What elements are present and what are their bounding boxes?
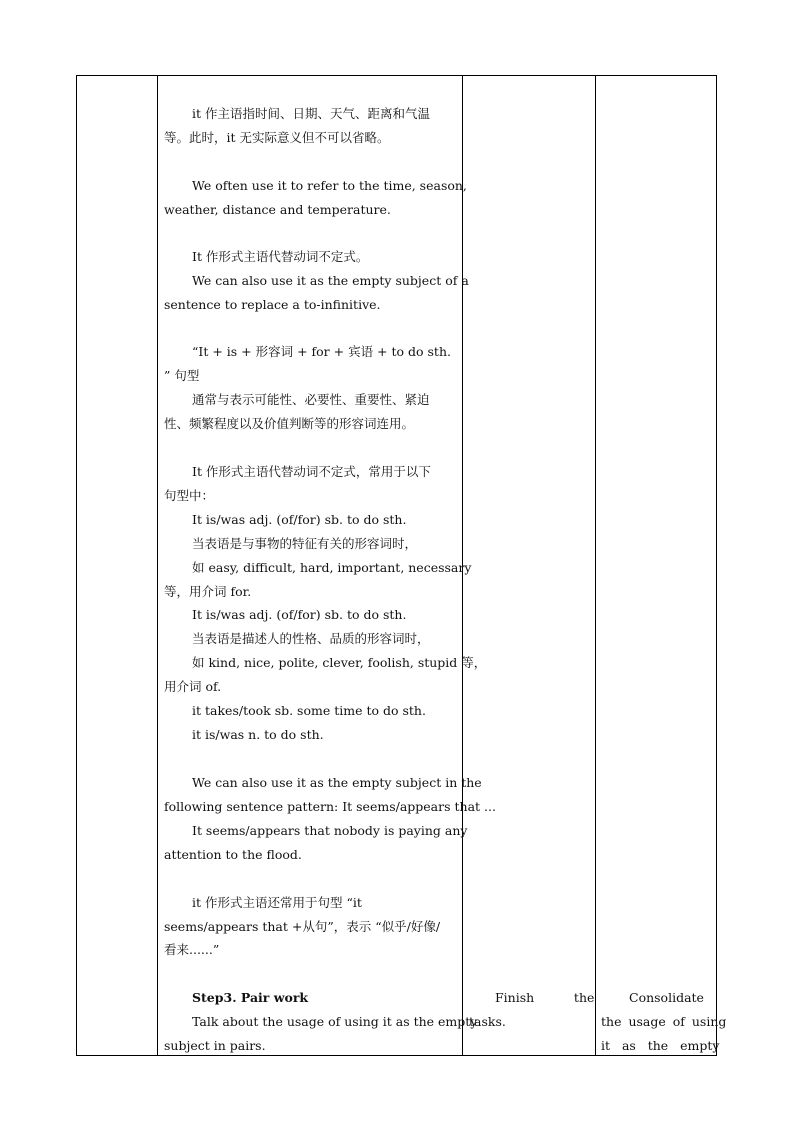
text-line: 性、频繁程度以及价值判断等的形容词连用。 xyxy=(164,416,415,431)
text-line: It is/was adj. (of/for) sb. to do sth. xyxy=(192,607,407,622)
text-line: the usage of using xyxy=(601,1014,727,1029)
text-line: It 作形式主语代替动词不定式，常用于以下 xyxy=(192,464,431,479)
text-line: it as the empty xyxy=(601,1038,720,1053)
text-line: weather, distance and temperature. xyxy=(164,202,391,217)
text-line: 句型中： xyxy=(164,488,215,503)
text-line: 等，用介词 for. xyxy=(164,584,252,599)
text-line: We can also use it as the empty subject in the xyxy=(192,775,482,790)
lesson-plan-table xyxy=(76,75,727,1056)
text-line: 当表语是描述人的性格、品质的形容词时， xyxy=(192,631,430,646)
text-line: Finish the xyxy=(495,990,595,1005)
text-line: 如 easy, difficult, hard, important, necessary xyxy=(192,560,472,575)
text-line: 当表语是与事物的特征有关的形容词时， xyxy=(192,536,418,551)
text-line: It is/was adj. (of/for) sb. to do sth. xyxy=(192,512,407,527)
column-1 xyxy=(77,76,158,1055)
text-line: subject in pairs. xyxy=(164,1038,266,1053)
text-line: ” 句型 xyxy=(164,368,200,383)
column-4-purpose xyxy=(595,76,727,1055)
text-line: sentence to replace a to-infinitive. xyxy=(164,297,381,312)
text-line: 如 kind, nice, polite, clever, foolish, stupid 等， xyxy=(192,655,487,670)
text-line: Talk about the usage of using it as the empty xyxy=(192,1014,478,1029)
text-line: 通常与表示可能性、必要性、重要性、紧迫 xyxy=(192,392,430,407)
text-line: 用介词 of. xyxy=(164,679,222,694)
text-line: It 作形式主语代替动词不定式。 xyxy=(192,249,369,264)
text-line: Consolidate xyxy=(629,990,704,1005)
text-line: We often use it to refer to the time, season, xyxy=(192,178,467,193)
text-line: following sentence pattern: It seems/appears that ... xyxy=(164,799,496,814)
text-line: “It + is + 形容词 + for + 宾语 + to do sth. xyxy=(192,344,451,359)
text-line: 看来......” xyxy=(164,942,220,957)
text-line: 等。此时，it 无实际意义但不可以省略。 xyxy=(164,130,390,145)
text-line: it 作形式主语还常用于句型 “it xyxy=(192,895,362,910)
text-line: We can also use it as the empty subject of a xyxy=(192,273,469,288)
text-line: it takes/took sb. some time to do sth. xyxy=(192,703,426,718)
text-line: it is/was n. to do sth. xyxy=(192,727,324,742)
text-line: attention to the flood. xyxy=(164,847,302,862)
text-line: it 作主语指时间、日期、天气、距离和气温 xyxy=(192,106,430,121)
column-3-student-activity xyxy=(462,76,596,1055)
step3-heading: Step3. Pair work xyxy=(192,990,309,1005)
text-line: tasks. xyxy=(469,1014,506,1029)
text-line: seems/appears that +从句”，表示 “似乎/好像/ xyxy=(164,919,441,934)
text-line: It seems/appears that nobody is paying any xyxy=(192,823,468,838)
